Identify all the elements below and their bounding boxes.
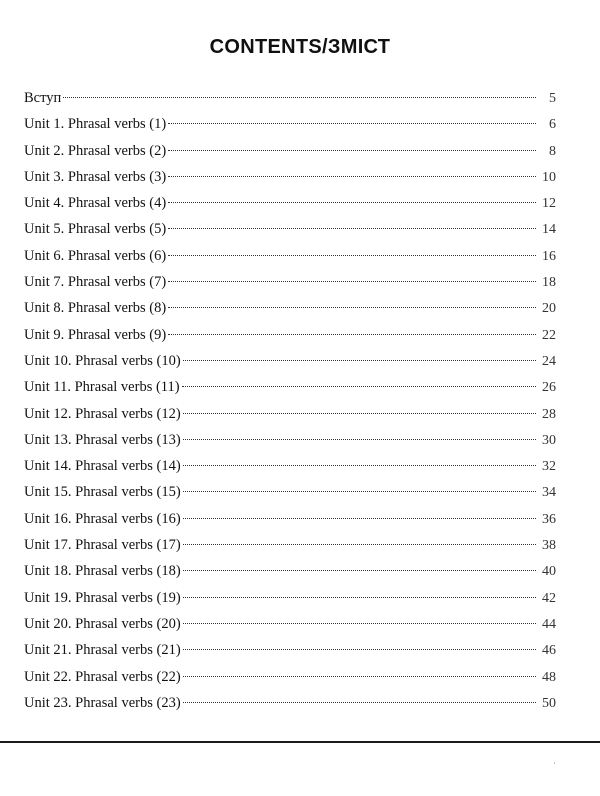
dot-leader [183, 518, 536, 519]
toc-entry[interactable] [24, 193, 556, 219]
toc-entry-page: 34 [542, 485, 556, 501]
toc-entry[interactable] [24, 219, 556, 245]
toc-entry-title: Unit 17. Phrasal verbs (17) [24, 537, 181, 554]
table-of-contents [24, 88, 556, 719]
toc-entry-page: 42 [542, 590, 556, 606]
toc-entry-page: 14 [542, 222, 556, 238]
toc-entry-page: 22 [542, 327, 556, 343]
dot-leader [182, 386, 536, 387]
toc-entry-title: Unit 3. Phrasal verbs (3) [24, 168, 167, 185]
toc-entry-page: 36 [542, 511, 556, 527]
toc-entry[interactable] [24, 246, 556, 272]
dot-leader [183, 597, 536, 598]
toc-entry[interactable] [24, 561, 556, 587]
toc-entry[interactable] [24, 667, 556, 693]
toc-entry-page: 20 [542, 301, 556, 317]
toc-entry-page: 38 [542, 538, 556, 554]
toc-entry-title: Unit 12. Phrasal verbs (12) [24, 405, 181, 422]
toc-entry-title: Unit 15. Phrasal verbs (15) [24, 484, 181, 501]
dot-leader [63, 97, 536, 98]
toc-entry-page: 40 [542, 564, 556, 580]
toc-entry[interactable] [24, 141, 556, 167]
dot-leader [168, 228, 536, 229]
toc-entry-page: 24 [542, 353, 556, 369]
toc-entry[interactable] [24, 298, 556, 324]
dot-leader [183, 702, 536, 703]
toc-entry-page: 18 [542, 275, 556, 291]
toc-entry-title: Unit 13. Phrasal verbs (13) [24, 431, 181, 448]
dot-leader [168, 176, 536, 177]
toc-entry-page: 26 [542, 380, 556, 396]
toc-entry-title: Unit 9. Phrasal verbs (9) [24, 326, 167, 343]
toc-entry-title: Unit 4. Phrasal verbs (4) [24, 195, 167, 212]
toc-entry-title: Unit 20. Phrasal verbs (20) [24, 615, 181, 632]
dot-leader [168, 281, 536, 282]
dot-leader [168, 202, 536, 203]
toc-entry-page: 10 [542, 169, 556, 185]
toc-entry-title: Unit 5. Phrasal verbs (5) [24, 221, 167, 238]
toc-entry-page: 44 [542, 616, 556, 632]
toc-entry[interactable] [24, 377, 556, 403]
toc-entry[interactable] [24, 614, 556, 640]
toc-entry-page: 6 [549, 117, 556, 133]
dot-leader [183, 649, 536, 650]
dot-leader [168, 150, 536, 151]
toc-entry[interactable] [24, 272, 556, 298]
dot-leader [168, 334, 536, 335]
toc-entry-page: 48 [542, 669, 556, 685]
toc-entry[interactable] [24, 482, 556, 508]
toc-entry-page: 8 [549, 143, 556, 159]
toc-entry-title: Unit 8. Phrasal verbs (8) [24, 300, 167, 317]
toc-entry-title: Unit 23. Phrasal verbs (23) [24, 694, 181, 711]
toc-entry[interactable] [24, 535, 556, 561]
page-title: CONTENTS/ЗМІСТ [209, 36, 391, 58]
toc-entry[interactable] [24, 404, 556, 430]
toc-entry[interactable] [24, 509, 556, 535]
dot-leader [183, 623, 536, 624]
toc-entry[interactable] [24, 325, 556, 351]
toc-entry-title: Unit 14. Phrasal verbs (14) [24, 458, 181, 475]
scan-mark: · [553, 758, 556, 768]
toc-entry-title: Unit 6. Phrasal verbs (6) [24, 247, 167, 264]
toc-entry[interactable] [24, 430, 556, 456]
toc-entry[interactable] [24, 693, 556, 719]
dot-leader [183, 544, 536, 545]
toc-entry-page: 32 [542, 459, 556, 475]
toc-entry-title: Unit 11. Phrasal verbs (11) [24, 379, 180, 396]
toc-entry-title: Unit 10. Phrasal verbs (10) [24, 352, 181, 369]
toc-entry[interactable] [24, 640, 556, 666]
toc-entry-title: Unit 21. Phrasal verbs (21) [24, 642, 181, 659]
toc-entry-title: Unit 2. Phrasal verbs (2) [24, 142, 167, 159]
dot-leader [168, 123, 536, 124]
toc-entry-page: 28 [542, 406, 556, 422]
toc-entry-title: Unit 7. Phrasal verbs (7) [24, 274, 167, 291]
toc-entry[interactable] [24, 351, 556, 377]
toc-entry[interactable] [24, 588, 556, 614]
dot-leader [168, 307, 536, 308]
toc-entry-page: 5 [549, 91, 556, 106]
toc-entry-page: 16 [542, 248, 556, 264]
dot-leader [183, 570, 536, 571]
dot-leader [183, 439, 536, 440]
toc-entry-title: Unit 22. Phrasal verbs (22) [24, 668, 181, 685]
dot-leader [183, 491, 536, 492]
dot-leader [183, 676, 536, 677]
dot-leader [183, 360, 536, 361]
toc-entry[interactable] [24, 456, 556, 482]
dot-leader [183, 465, 536, 466]
toc-entry-title: Unit 19. Phrasal verbs (19) [24, 589, 181, 606]
dot-leader [168, 255, 536, 256]
toc-entry[interactable] [24, 114, 556, 140]
toc-entry-title: Unit 1. Phrasal verbs (1) [24, 116, 167, 133]
toc-entry-page: 46 [542, 643, 556, 659]
toc-entry-title: Unit 16. Phrasal verbs (16) [24, 510, 181, 527]
toc-entry[interactable] [24, 167, 556, 193]
toc-entry-page: 50 [542, 695, 556, 711]
toc-entry-title: Unit 18. Phrasal verbs (18) [24, 563, 181, 580]
toc-entry-title: Вступ [24, 90, 62, 106]
toc-entry[interactable] [24, 88, 556, 114]
dot-leader [183, 413, 536, 414]
toc-entry-page: 12 [542, 196, 556, 212]
bottom-divider [0, 741, 600, 743]
toc-entry-page: 30 [542, 432, 556, 448]
